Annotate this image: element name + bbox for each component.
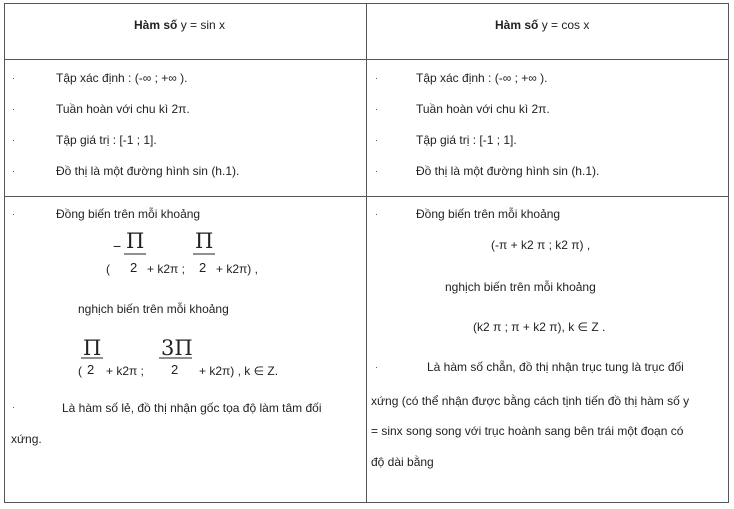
sin-increasing: Đồng biến trên mỗi khoảng bbox=[56, 207, 201, 221]
cos-even-text-2: xứng (có thể nhận được bằng cách tịnh tiến đồ thị hàm số y bbox=[371, 394, 690, 408]
cos-decreasing: nghịch biến trên mỗi khoảng bbox=[445, 280, 596, 294]
sin-decreasing: nghịch biến trên mỗi khoảng bbox=[78, 302, 229, 316]
denominator: 2 bbox=[199, 260, 207, 275]
sin-domain: Tập xác định : (-∞ ; +∞ ). bbox=[56, 71, 188, 85]
open-paren: ( bbox=[106, 262, 110, 276]
sin-graph: Đồ thị là một đường hình sin (h.1). bbox=[56, 164, 240, 178]
header-sin-bold: Hàm số bbox=[134, 18, 178, 32]
pi-symbol: Π bbox=[83, 336, 102, 360]
cos-periodic: Tuần hoàn với chu kì 2π. bbox=[416, 102, 550, 116]
bullet: · bbox=[375, 73, 378, 83]
cos-domain: Tập xác định : (-∞ ; +∞ ). bbox=[416, 71, 548, 85]
k-term: + k2π ; bbox=[106, 364, 144, 378]
bullet: · bbox=[375, 209, 378, 219]
denominator: 2 bbox=[171, 362, 179, 377]
sin-odd-text: Là hàm số lẻ, đồ thị nhận gốc tọa độ làm tâm đối bbox=[62, 401, 322, 415]
cos-even-text-3: = sinx song song với trục hoành sang bên trái một đoạn có bbox=[371, 424, 684, 438]
sin-odd-text-2: xứng. bbox=[11, 432, 42, 446]
k-term: + k2π ; bbox=[147, 262, 185, 276]
bullet: · bbox=[375, 166, 378, 176]
cos-range: Tập giá trị : [-1 ; 1]. bbox=[416, 133, 517, 147]
cos-dec-interval: (k2 π ; π + k2 π), k ∈ Z . bbox=[473, 320, 606, 334]
cos-graph: Đồ thị là một đường hình sin (h.1). bbox=[416, 164, 600, 178]
bullet: · bbox=[12, 166, 15, 176]
sin-periodic: Tuần hoàn với chu kì 2π. bbox=[56, 102, 190, 116]
three-pi-symbol: 3Π bbox=[161, 336, 193, 360]
sin-range: Tập giá trị : [-1 ; 1]. bbox=[56, 133, 157, 147]
cos-even-text: Là hàm số chẵn, đồ thị nhận trục tung là trục đối bbox=[427, 360, 684, 374]
bullet: · bbox=[12, 209, 15, 219]
pi-symbol: Π bbox=[195, 229, 214, 253]
header-sin-rest: y = sin x bbox=[180, 18, 226, 32]
bullet: · bbox=[375, 104, 378, 114]
cos-increasing: Đồng biến trên mỗi khoảng bbox=[416, 207, 561, 221]
bullet: · bbox=[12, 73, 15, 83]
open-paren: ( bbox=[78, 364, 82, 378]
cos-inc-interval: (-π + k2 π ; k2 π) , bbox=[491, 238, 591, 252]
header-cos-rest: y = cos x bbox=[541, 18, 590, 32]
bullet: · bbox=[375, 362, 378, 372]
bullet: · bbox=[12, 104, 15, 114]
cos-even-text-4: độ dài bằng bbox=[371, 455, 434, 469]
denominator: 2 bbox=[87, 362, 95, 377]
minus-sign: − bbox=[113, 238, 122, 254]
denominator: 2 bbox=[130, 260, 138, 275]
k-term: + k2π) , k ∈ Z. bbox=[199, 364, 279, 378]
k-term: + k2π) , bbox=[216, 262, 258, 276]
bullet: · bbox=[12, 135, 15, 145]
bullet: · bbox=[12, 402, 15, 412]
bullet: · bbox=[375, 135, 378, 145]
pi-symbol: Π bbox=[126, 229, 145, 253]
header-cos-bold: Hàm số bbox=[495, 18, 539, 32]
